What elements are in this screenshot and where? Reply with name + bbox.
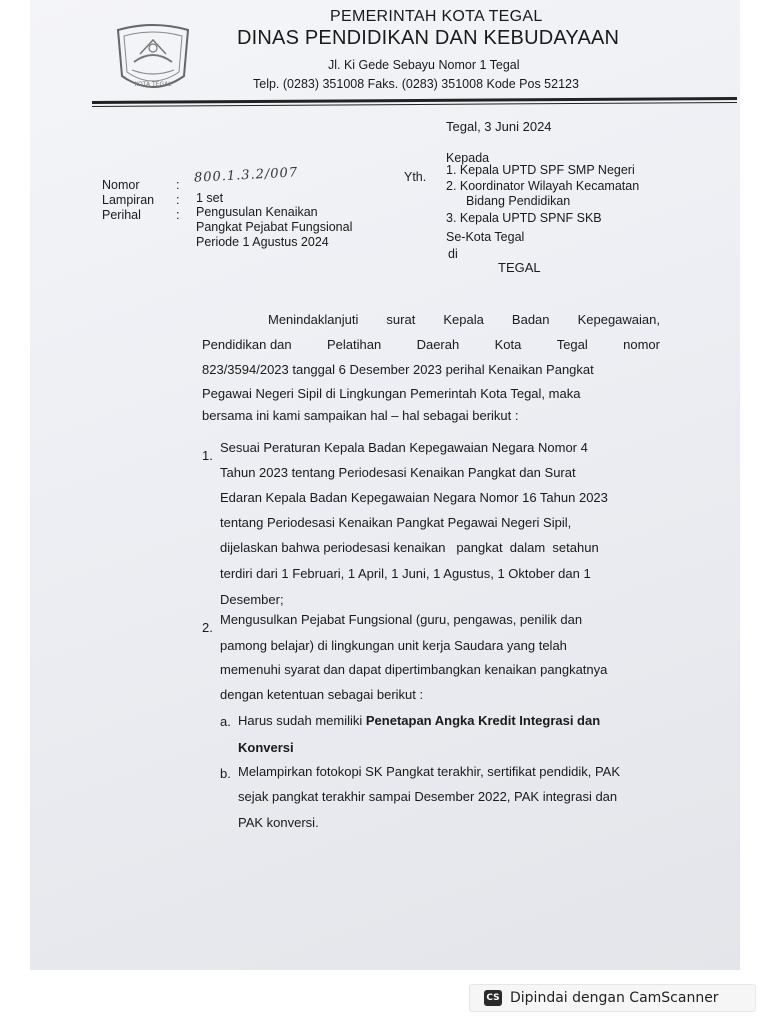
letterhead-agency: DINAS PENDIDIKAN DAN KEBUDAYAAN (237, 27, 620, 49)
sub-b-letter: b. (220, 766, 231, 781)
sub-a-line (238, 713, 600, 728)
scanned-letter-page (30, 0, 740, 970)
point-2-line: Mengusulkan Pejabat Fungsional (guru, pengawas, penilik dan (220, 612, 583, 627)
intro-word: Kepala (443, 312, 484, 327)
point-2-line: pamong belajar) di lingkungan unit kerja Saudara yang telah (220, 638, 567, 653)
intro-word: nomor (623, 337, 660, 352)
point-1-line: Tahun 2023 tentang Periodesasi Kenaikan Pangkat dan Surat (220, 465, 576, 480)
intro-word: surat (386, 312, 416, 327)
camscanner-watermark (469, 984, 756, 1012)
recipient-item: 2. Koordinator Wilayah Kecamatan (446, 179, 640, 193)
letterhead-address: Jl. Ki Gede Sebayu Nomor 1 Tegal (328, 58, 520, 72)
logo-text: KOTA TEGAL (134, 81, 172, 88)
intro-line: bersama ini kami sampaikan hal – hal sebagai berikut : (202, 408, 519, 423)
intro-line: Pegawai Negeri Sipil di Lingkungan Pemerintah Kota Tegal, maka (202, 386, 581, 401)
lampiran-value: 1 set (196, 191, 224, 205)
sub-a-text: Harus sudah memiliki (238, 713, 366, 728)
letter-date: Tegal, 3 Juni 2024 (446, 119, 552, 134)
lampiran-label: Lampiran (102, 193, 155, 207)
sub-a-bold: Penetapan Angka Kredit Integrasi dan (365, 713, 601, 728)
recipient-item: 1. Kepala UPTD SPF SMP Negeri (446, 163, 635, 177)
perihal-line: Pengusulan Kenaikan (196, 205, 318, 219)
sub-b-line: sejak pangkat terakhir sampai Desember 2022, PAK integrasi dan (238, 789, 618, 804)
kota-tegal-crest-icon (110, 18, 196, 102)
recipient-item: 3. Kepala UPTD SPNF SKB (446, 211, 602, 225)
point-2-number: 2. (202, 620, 213, 635)
camscanner-icon: CS (484, 990, 502, 1006)
intro-word: Pelatihan (327, 337, 382, 352)
point-1-line: terdiri dari 1 Februari, 1 April, 1 Juni, 1 Agustus, 1 Oktober dan 1 (220, 566, 591, 581)
intro-word: Badan (511, 312, 550, 327)
intro-word: Tegal (556, 337, 588, 352)
point-1-line: tentang Periodesasi Kenaikan Pangkat Pegawai Negeri Sipil, (220, 515, 572, 530)
point-2-line: memenuhi syarat dan dapat dipertimbangkan kenaikan pangkatnya (220, 662, 608, 677)
sub-a-letter: a. (220, 714, 231, 729)
letterhead-contact: Telp. (0283) 351008 Faks. (0283) 351008 Kode Pos 52123 (253, 77, 579, 91)
recipient-city: TEGAL (498, 260, 541, 275)
intro-word: Kota (494, 337, 522, 352)
point-1-number: 1. (202, 448, 213, 463)
intro-word: Kepegawaian, (577, 312, 660, 327)
perihal-colon: : (176, 208, 180, 222)
kepada-label: Kepada (446, 151, 490, 165)
point-1-line: Sesuai Peraturan Kepala Badan Kepegawaian Negara Nomor 4 (220, 440, 588, 455)
point-1-line: Desember; (220, 592, 284, 607)
letterhead-government: PEMERINTAH KOTA TEGAL (330, 8, 543, 25)
point-1-line: dijelaskan bahwa periodesasi kenaikan pangkat dalam setahun (220, 540, 599, 555)
camscanner-label: Dipindai dengan CamScanner (510, 990, 719, 1006)
sub-b-line: Melampirkan fotokopi SK Pangkat terakhir, sertifikat pendidik, PAK (238, 764, 621, 779)
perihal-line: Pangkat Pejabat Fungsional (196, 220, 353, 234)
lampiran-colon: : (176, 193, 180, 207)
sub-b-line: PAK konversi. (238, 815, 319, 830)
intro-word: Pendidikan dan (202, 337, 292, 352)
yth-label: Yth. (404, 170, 427, 184)
intro-word: Daerah (416, 337, 460, 352)
nomor-colon: : (176, 178, 180, 192)
point-1-line: Edaran Kepala Badan Kepegawaian Negara Nomor 16 Tahun 2023 (220, 490, 608, 505)
intro-line (202, 337, 660, 352)
intro-line (268, 312, 660, 327)
recipient-city-scope: Se-Kota Tegal (446, 230, 525, 244)
intro-line: 823/3594/2023 tanggal 6 Desember 2023 perihal Kenaikan Pangkat (202, 362, 594, 377)
intro-word: Menindaklanjuti (268, 312, 359, 327)
nomor-label: Nomor (102, 178, 140, 192)
perihal-label: Perihal (102, 208, 141, 222)
recipient-di: di (448, 247, 458, 261)
recipient-item: Bidang Pendidikan (466, 194, 571, 208)
point-2-line: dengan ketentuan sebagai berikut : (220, 687, 424, 702)
perihal-line: Periode 1 Agustus 2024 (196, 235, 329, 249)
sub-a-bold-cont: Konversi (238, 740, 294, 755)
nomor-value: 800.1.3.2/007 (193, 165, 299, 186)
